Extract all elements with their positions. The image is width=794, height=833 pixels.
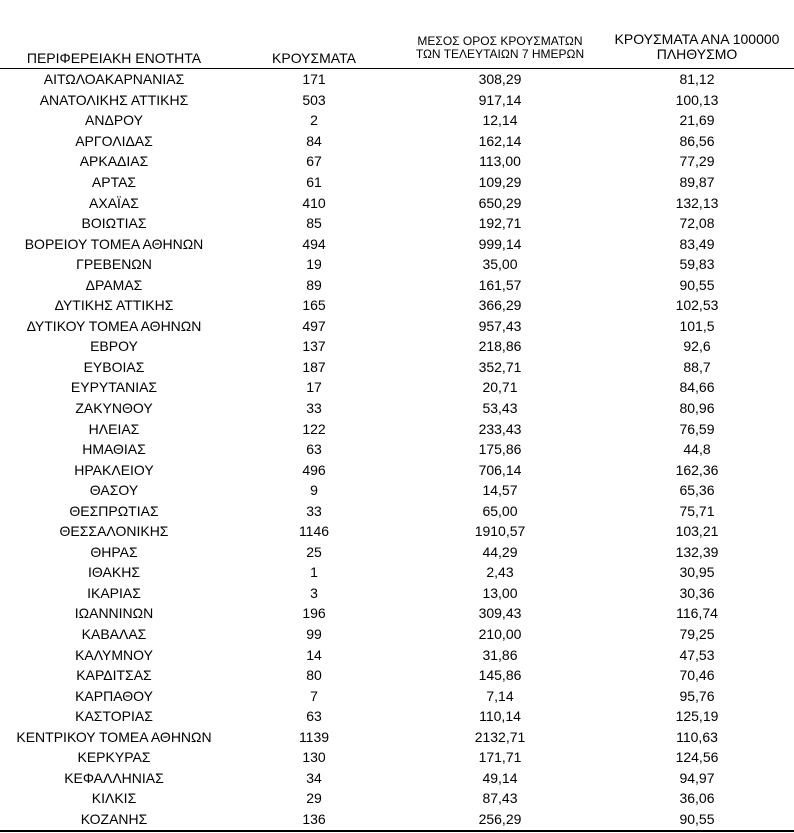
avg-cell: 53,43 (482, 400, 518, 417)
region-cell: ΗΛΕΙΑΣ (88, 420, 140, 437)
cases-cell: 33 (306, 502, 322, 519)
table-row (0, 500, 794, 521)
per-100000-cell: 89,87 (679, 174, 715, 190)
avg-cell: 233,43 (478, 420, 522, 437)
per-100000-cell: 103,21 (675, 523, 719, 540)
table-body (0, 69, 794, 829)
table-row (0, 316, 794, 337)
per-100000-cell: 79,25 (679, 626, 715, 643)
per-100000-cell: 95,76 (679, 687, 715, 704)
table-row (0, 192, 794, 213)
per-100000-cell: 80,96 (679, 400, 715, 417)
header-per-line2: ΠΛΗΘΥΣΜΟ (656, 46, 738, 63)
region-cell: ΚΕΡΚΥΡΑΣ (77, 749, 151, 766)
avg-cell: 957,43 (478, 317, 522, 334)
region-cell: ΔΡΑΜΑΣ (85, 276, 143, 293)
table-row (0, 706, 794, 727)
header-avg-line1: ΜΕΣΟΣ ΟΡΟΣ ΚΡΟΥΣΜΑΤΩΝ (417, 34, 583, 48)
region-cell: ΘΕΣΠΡΩΤΙΑΣ (69, 502, 159, 519)
header-avg-line2: ΤΩΝ ΤΕΛΕΥΤΑΙΩΝ 7 ΗΜΕΡΩΝ (415, 47, 585, 62)
region-cell: ΚΑΡΠΑΘΟΥ (75, 687, 153, 704)
region-cell: ΙΩΑΝΝΙΝΩΝ (74, 605, 154, 622)
region-cell: ΑΙΤΩΛΟΑΚΑΡΝΑΝΙΑΣ (43, 71, 185, 88)
per-100000-cell: 162,36 (675, 461, 719, 478)
cases-cell: 196 (302, 605, 326, 622)
table-row (0, 357, 794, 378)
cases-cell: 137 (302, 338, 326, 355)
avg-cell: 366,29 (478, 297, 522, 314)
avg-cell: 13,00 (482, 584, 518, 601)
avg-cell: 210,00 (478, 626, 522, 643)
table-row (0, 398, 794, 419)
cases-cell: 9 (310, 482, 318, 499)
cases-cell: 136 (302, 810, 326, 827)
cases-cell: 89 (306, 276, 322, 293)
table-row (0, 583, 794, 604)
cases-cell: 85 (306, 215, 322, 232)
per-100000-cell: 30,95 (679, 564, 715, 581)
cases-cell: 19 (306, 256, 322, 273)
cases-cell: 7 (310, 687, 318, 704)
cases-cell: 122 (302, 420, 326, 437)
cases-cell: 497 (302, 317, 326, 334)
region-cell: ΒΟΡΕΙΟΥ ΤΟΜΕΑ ΑΘΗΝΩΝ (24, 235, 204, 252)
table-header (0, 0, 794, 69)
avg-cell: 309,43 (478, 605, 522, 622)
per-100000-cell: 70,46 (679, 667, 715, 684)
region-cell: ΚΑΒΑΛΑΣ (81, 626, 147, 643)
cases-cell: 84 (306, 132, 322, 149)
avg-cell: 2132,71 (474, 728, 526, 745)
cases-cell: 14 (306, 646, 322, 663)
cases-cell: 63 (306, 441, 322, 458)
per-100000-cell: 77,29 (679, 153, 715, 170)
table-row (0, 213, 794, 234)
region-cell: ΚΕΝΤΡΙΚΟΥ ΤΟΜΕΑ ΑΘΗΝΩΝ (16, 728, 212, 745)
cases-cell: 17 (306, 379, 322, 396)
region-cell: ΕΥΒΟΙΑΣ (83, 358, 145, 375)
per-100000-cell: 90,55 (679, 276, 715, 293)
region-cell: ΒΟΙΩΤΙΑΣ (81, 215, 147, 232)
per-100000-cell: 36,06 (679, 790, 715, 807)
header-region: ΠΕΡΙΦΕΡΕΙΑΚΗ ΕΝΟΤΗΤΑ (26, 50, 202, 66)
region-cell: ΔΥΤΙΚΟΥ ΤΟΜΕΑ ΑΘΗΝΩΝ (26, 317, 202, 334)
table-row (0, 665, 794, 686)
cases-cell: 25 (306, 543, 322, 560)
table-row (0, 459, 794, 480)
per-100000-cell: 65,36 (679, 482, 715, 499)
per-100000-cell: 90,55 (679, 810, 715, 827)
region-cell: ΘΑΣΟΥ (89, 482, 139, 499)
region-cell: ΚΕΦΑΛΛΗΝΙΑΣ (64, 769, 164, 786)
region-cell: ΑΡΤΑΣ (91, 174, 137, 190)
header-per-line1: ΚΡΟΥΣΜΑΤΑ ΑΝΑ 100000 (614, 31, 780, 47)
avg-cell: 7,14 (486, 687, 514, 704)
region-cell: ΖΑΚΥΝΘΟΥ (75, 400, 153, 417)
region-cell: ΓΡΕΒΕΝΩΝ (76, 256, 152, 273)
bottom-border (0, 830, 794, 832)
region-cell: ΑΡΚΑΔΙΑΣ (79, 153, 149, 170)
table-row (0, 747, 794, 768)
per-100000-cell: 75,71 (679, 502, 715, 519)
avg-cell: 44,29 (482, 543, 518, 560)
per-100000-cell: 125,19 (675, 708, 719, 725)
avg-cell: 65,00 (482, 502, 518, 519)
region-cell: ΚΙΛΚΙΣ (91, 790, 137, 807)
table-row (0, 542, 794, 563)
per-100000-cell: 47,53 (679, 646, 715, 663)
avg-cell: 192,71 (478, 215, 522, 232)
cases-cell: 130 (302, 749, 326, 766)
avg-cell: 706,14 (478, 461, 522, 478)
cases-cell: 496 (302, 461, 326, 478)
avg-cell: 1910,57 (474, 523, 526, 540)
cases-cell: 165 (302, 297, 326, 314)
table-row (0, 809, 794, 830)
region-cell: ΑΧΑΪΑΣ (89, 194, 139, 211)
per-100000-cell: 86,56 (679, 132, 715, 149)
region-cell: ΙΚΑΡΙΑΣ (87, 584, 141, 601)
region-cell: ΘΕΣΣΑΛΟΝΙΚΗΣ (59, 523, 169, 540)
cases-cell: 410 (302, 194, 326, 211)
per-100000-cell: 132,13 (675, 194, 719, 211)
cases-cell: 2 (310, 112, 318, 129)
table-row (0, 274, 794, 295)
avg-cell: 256,29 (478, 810, 522, 827)
avg-cell: 162,14 (478, 132, 522, 149)
avg-cell: 109,29 (478, 174, 522, 190)
per-100000-cell: 101,5 (679, 317, 715, 334)
table-row (0, 685, 794, 706)
cases-cell: 29 (306, 790, 322, 807)
region-cell: ΑΝΔΡΟΥ (85, 112, 143, 129)
per-100000-cell: 92,6 (683, 338, 711, 355)
table-row (0, 768, 794, 789)
avg-cell: 308,29 (478, 71, 522, 88)
avg-cell: 218,86 (478, 338, 522, 355)
avg-cell: 171,71 (478, 749, 522, 766)
region-cell: ΘΗΡΑΣ (90, 543, 138, 560)
region-cell: ΚΑΛΥΜΝΟΥ (75, 646, 153, 663)
per-100000-cell: 88,7 (683, 358, 711, 375)
table-row (0, 151, 794, 172)
cases-cell: 33 (306, 400, 322, 417)
per-100000-cell: 100,13 (675, 91, 719, 108)
avg-cell: 110,14 (479, 708, 521, 725)
cases-cell: 1139 (298, 728, 330, 745)
cases-cell: 63 (306, 708, 322, 725)
table-row (0, 603, 794, 624)
table-row (0, 254, 794, 275)
per-100000-cell: 21,69 (679, 112, 715, 129)
avg-cell: 2,43 (486, 564, 514, 581)
region-cell: ΚΑΣΤΟΡΙΑΣ (75, 708, 153, 725)
avg-cell: 31,86 (482, 646, 518, 663)
table-row (0, 644, 794, 665)
per-100000-cell: 102,53 (675, 297, 719, 314)
avg-cell: 113,00 (479, 153, 521, 170)
avg-cell: 650,29 (478, 194, 522, 211)
region-cell: ΕΒΡΟΥ (90, 338, 138, 355)
cases-cell: 99 (306, 626, 322, 643)
table-row (0, 336, 794, 357)
avg-cell: 35,00 (482, 256, 518, 273)
per-100000-cell: 94,97 (679, 769, 715, 786)
region-cell: ΑΡΓΟΛΙΔΑΣ (75, 132, 153, 149)
per-100000-cell: 83,49 (679, 235, 715, 252)
region-cell: ΗΡΑΚΛΕΙΟΥ (74, 461, 154, 478)
region-cell: ΑΝΑΤΟΛΙΚΗΣ ΑΤΤΙΚΗΣ (39, 91, 189, 108)
per-100000-cell: 72,08 (679, 215, 715, 232)
per-100000-cell: 110,63 (676, 728, 718, 745)
header-per-100000 (600, 32, 794, 63)
avg-cell: 20,71 (482, 379, 518, 396)
cases-cell: 494 (302, 235, 326, 252)
table-row (0, 480, 794, 501)
avg-cell: 352,71 (478, 358, 522, 375)
header-avg-7-days (400, 35, 600, 61)
avg-cell: 145,86 (478, 667, 522, 684)
per-100000-cell: 132,39 (675, 543, 719, 560)
avg-cell: 999,14 (478, 235, 522, 252)
table-row (0, 521, 794, 542)
per-100000-cell: 30,36 (679, 584, 715, 601)
table-row (0, 90, 794, 111)
table-row (0, 295, 794, 316)
per-100000-cell: 59,83 (679, 256, 715, 273)
table-row (0, 172, 794, 193)
table-row (0, 418, 794, 439)
avg-cell: 87,43 (482, 790, 518, 807)
table-row (0, 727, 794, 748)
cases-cell: 34 (306, 769, 322, 786)
region-cell: ΗΜΑΘΙΑΣ (82, 441, 146, 458)
cases-cell: 80 (306, 667, 322, 684)
cases-cell: 1146 (298, 523, 330, 540)
per-100000-cell: 116,74 (676, 605, 718, 622)
per-100000-cell: 81,12 (679, 71, 715, 88)
cases-cell: 67 (306, 153, 322, 170)
per-100000-cell: 76,59 (679, 420, 715, 437)
region-cell: ΕΥΡΥΤΑΝΙΑΣ (70, 379, 158, 396)
avg-cell: 49,14 (482, 769, 518, 786)
cases-cell: 171 (302, 71, 326, 88)
table-row (0, 624, 794, 645)
avg-cell: 917,14 (478, 91, 522, 108)
avg-cell: 14,57 (482, 482, 518, 499)
table-row (0, 69, 794, 90)
avg-cell: 175,86 (478, 441, 522, 458)
cases-cell: 1 (310, 564, 318, 581)
cases-cell: 3 (310, 584, 318, 601)
header-cases: ΚΡΟΥΣΜΑΤΑ (272, 50, 356, 66)
table-row (0, 131, 794, 152)
per-100000-cell: 44,8 (683, 441, 711, 458)
per-100000-cell: 124,56 (675, 749, 719, 766)
region-cell: ΚΑΡΔΙΤΣΑΣ (76, 667, 152, 684)
region-cell: ΔΥΤΙΚΗΣ ΑΤΤΙΚΗΣ (54, 297, 174, 314)
avg-cell: 12,14 (482, 112, 518, 129)
region-cell: ΚΟΖΑΝΗΣ (80, 810, 148, 827)
per-100000-cell: 84,66 (679, 379, 715, 396)
table-row (0, 439, 794, 460)
region-cell: ΙΘΑΚΗΣ (88, 564, 140, 581)
table-row (0, 110, 794, 131)
table-row (0, 377, 794, 398)
table-row (0, 233, 794, 254)
cases-cell: 187 (302, 358, 326, 375)
cases-cell: 503 (302, 91, 326, 108)
cases-cell: 61 (306, 174, 322, 190)
table-row (0, 788, 794, 809)
avg-cell: 161,57 (478, 276, 522, 293)
table-row (0, 562, 794, 583)
